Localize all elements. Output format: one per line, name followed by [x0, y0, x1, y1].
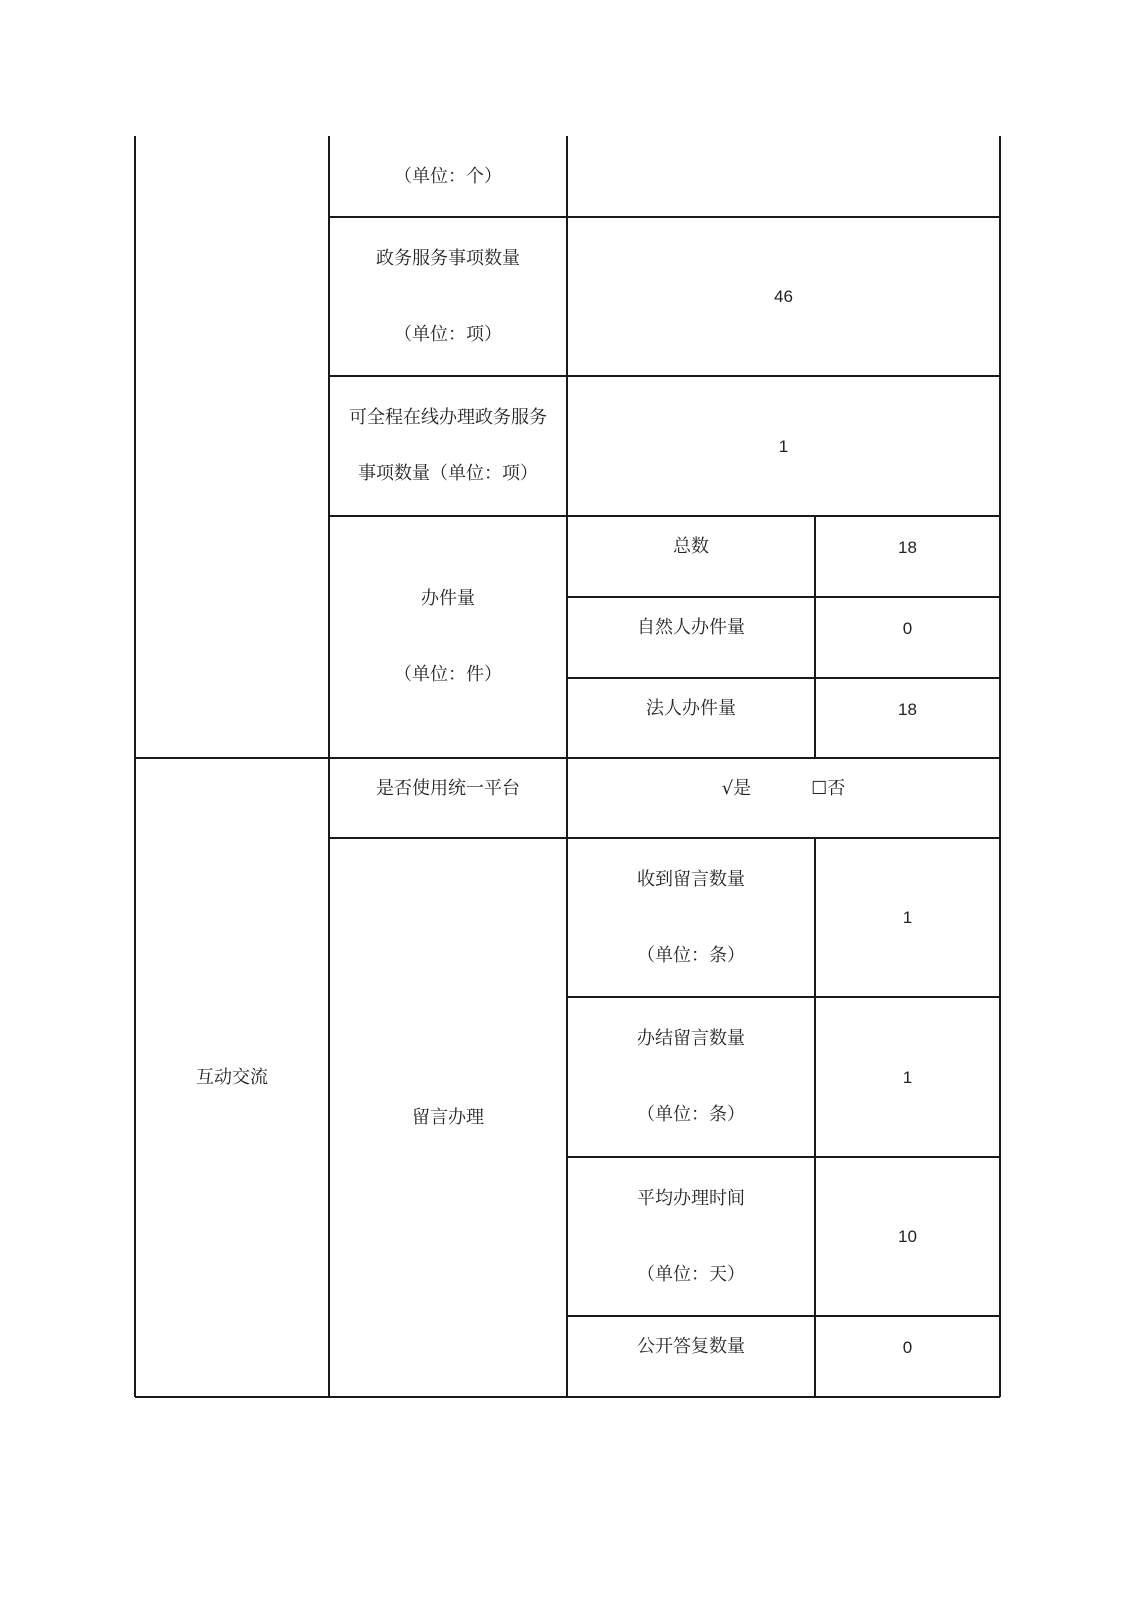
unit-text: （单位：个）: [394, 165, 502, 187]
online-items-label-line2: 事项数量（单位：项）: [358, 463, 538, 484]
service-items-label: 政务服务事项数量: [376, 247, 520, 269]
online-items-value: [567, 376, 1000, 516]
cases-legal-value-text: 18: [898, 699, 917, 719]
option-yes-checked[interactable]: √是: [721, 778, 752, 799]
messages-avg-time-label-text: 平均办理时间: [637, 1187, 745, 1209]
messages-public-reply-label: [567, 1316, 815, 1378]
messages-resolved-unit: （单位：条）: [637, 1104, 745, 1125]
messages-resolved-label-text: 办结留言数量: [637, 1028, 745, 1049]
online-items-value-text: 1: [778, 436, 789, 456]
messages-received-unit: （单位：条）: [637, 944, 745, 966]
messages-received-label: [567, 838, 815, 997]
messages-public-reply-label-text: 公开答复数量: [637, 1336, 745, 1357]
messages-resolved-label: [567, 997, 815, 1157]
unified-platform-label: [329, 758, 567, 820]
cases-legal-label-text: 法人办件量: [646, 698, 736, 719]
cases-label: 办件量: [421, 588, 475, 609]
online-items-label-cell: [329, 376, 567, 516]
unified-platform-label-text: 是否使用统一平台: [376, 778, 520, 799]
cases-total-value-text: 18: [898, 537, 917, 557]
cases-natural-label: [567, 597, 815, 659]
service-items-value: [567, 217, 1000, 376]
messages-received-label-text: 收到留言数量: [637, 868, 745, 890]
service-items-value-text: 46: [774, 287, 793, 306]
interaction-section-label: [135, 758, 329, 1397]
cases-legal-value: [815, 678, 1000, 740]
unified-platform-options: [567, 758, 1000, 820]
cases-natural-value: [815, 597, 1000, 659]
unit-label-ge: [329, 136, 567, 217]
messages-public-reply-value: [815, 1316, 1000, 1378]
cases-total-label-text: 总数: [673, 536, 709, 557]
interaction-section-text: 互动交流: [196, 1066, 268, 1088]
service-items-unit: （单位：项）: [394, 323, 502, 345]
online-items-label-line1: 可全程在线办理政务服务: [349, 407, 547, 428]
messages-avg-time-value: [815, 1157, 1000, 1316]
messages-public-reply-value-text: 0: [902, 1337, 913, 1357]
service-items-label-cell: [329, 217, 567, 376]
messages-received-value-text: 1: [902, 908, 913, 927]
option-no-unchecked[interactable]: ☐否: [811, 778, 846, 799]
messages-avg-time-value-text: 10: [898, 1227, 917, 1246]
messages-resolved-value: [815, 997, 1000, 1157]
cases-total-value: [815, 516, 1000, 578]
cases-legal-label: [567, 678, 815, 740]
cases-label-cell: [329, 516, 567, 758]
cases-total-label: [567, 516, 815, 578]
messages-label: 留言办理: [412, 1106, 484, 1128]
messages-avg-time-label: [567, 1157, 815, 1316]
messages-label-cell: [329, 838, 567, 1397]
cases-unit: （单位：件）: [394, 664, 502, 685]
messages-avg-time-unit: （单位：天）: [637, 1263, 745, 1285]
messages-resolved-value-text: 1: [902, 1067, 913, 1087]
messages-received-value: [815, 838, 1000, 997]
cases-natural-label-text: 自然人办件量: [637, 617, 745, 638]
cases-natural-value-text: 0: [902, 618, 913, 638]
